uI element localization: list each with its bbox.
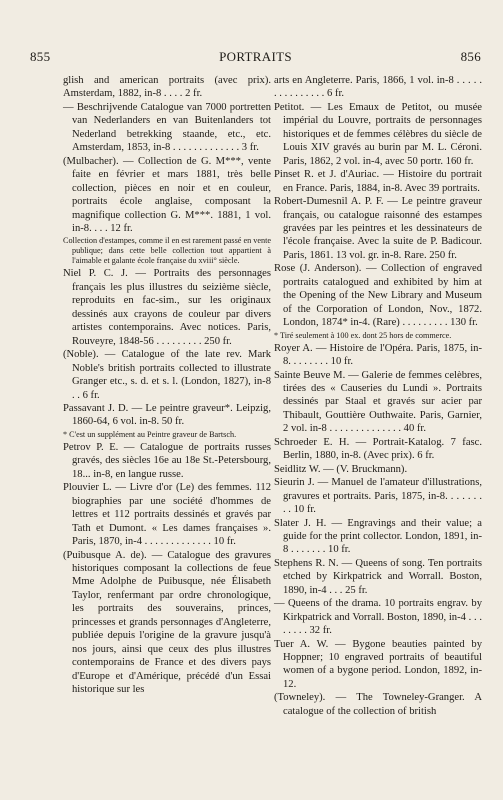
bibliography-entry: Petrov P. E. — Catalogue de portraits russes gravés, des siècles 16e au 18e St.-Petersbourg, 18... in-8, en langue russe. [63, 441, 271, 480]
bibliography-entry: (Puibusque A. de). — Catalogue des gravures historiques composant la collections de feue Mme Adolphe de Puibusque, née Élisabeth Taylor, renfermant par ordre chronologique, les portraits des souverains, princes, princesses et grands personnages d'Angleterre, publiée depuis l'origine de la gravure jusqu'à nos jours, ainsi que ceux des plus illustres contemporains de France et des divers pays d'Europe et d'Amérique, précédé d'un Essai historique sur les [63, 549, 271, 696]
bibliography-entry: Sieurin J. — Manuel de l'amateur d'illustrations, gravures et portraits. Paris, 1875, in-8. . . . . . . . . 10 fr. [274, 477, 482, 516]
footnote: * Tiré seulement à 100 ex. dont 25 hors de commerce. [274, 330, 452, 340]
left-column [63, 74, 271, 696]
bibliography-entry: — Beschrijvende Catalogue van 7000 portretten van Nederlanders en van Buitenlanders tot Nederland betrekking staande, etc., etc. Amsterdam, 1853, in-8 . . . . . . . . . . . . . 3 fr. [63, 101, 271, 154]
footnote: Collection d'estampes, comme il en est rarement passé en vente publique; dans cette belle collection tout appartient à l'aimable et galante école française du xviii° siècle. [63, 236, 271, 266]
bibliography-entry: glish and american portraits (avec prix). Amsterdam, 1882, in-8 . . . . 2 fr. [63, 75, 271, 100]
bibliography-entry: (Noble). — Catalogue of the late rev. Mark Noble's british portraits collected to illustrate Granger etc., s. d. et s. l. (London, 1827), in-8 . . 6 fr. [63, 349, 271, 401]
bibliography-entry: Passavant J. D. — Le peintre graveur*. Leipzig, 1860-64, 6 vol. in-8. 50 fr. [63, 402, 271, 428]
bibliography-entry: — Queens of the drama. 10 portraits engrav. by Kirkpatrick and Vorrall. Boston, 1890, in-4 . . . . . . . . 32 fr. [274, 598, 482, 637]
running-header [30, 49, 481, 65]
bibliography-entry: Slater J. H. — Engravings and their value; a guide for the print collector. London, 1891, in-8 . . . . . . . 10 fr. [274, 517, 482, 556]
bibliography-entry: Niel P. C. J. — Portraits des personnages français les plus illustres du seizième siècle, reproduits en fac-sim., sur les originaux dessinés aux crayons de couleur par divers artistes contemporains. Avec notices. Paris, Rouveyre, 1848-56 . . . . . . . . . 250 fr. [63, 268, 271, 347]
bibliography-entry: Tuer A. W. — Bygone beauties painted by Hoppner; 10 engraved portraits of beautiful women of a bygone period. London, 1892, in-12. [274, 638, 482, 690]
bibliography-entry: Plouvier L. — Livre d'or (Le) des femmes. 112 biographies par une société d'hommes de lettres et 112 portraits dessinés et gravés par Tath et Dumont. « Les dames françaises ». Paris, 1870, in-4 . . . . . . . . . . . . . 10 fr. [63, 482, 271, 548]
bibliography-entry: Sainte Beuve M. — Galerie de femmes celèbres, tirées des « Causeries du Lundi ». Portraits dessinés par Staal et gravés sur acier par Thibault, Gouttière Outhwaite. Paris, Garnier, 2 vol. in-8 . . . . . . . . . . . . . . 40 fr. [274, 369, 482, 435]
bibliography-entry: Robert-Dumesnil A. P. F. — Le peintre graveur français, ou catalogue raisonné des estampes gravées par les peintres et les dessinateurs de l'école française. Avec la suite de P. Badicour. Paris, 1861. 13 vol. gr. in-8. Rare. 250 fr. [274, 196, 482, 261]
bibliography-entry: Schroeder E. H. — Portrait-Katalog. 7 fasc. Berlin, 1880, in-8. (Avec prix). 6 fr. [274, 436, 482, 462]
bibliography-entry: (Mulbacher). — Collection de G. M***, vente faite en février et mars 1881, très belle collection, pièces en noir et en couleur, portraits école anglaise, composant la magnifique collection G. M***. 1881, 1 vol. in-8. . . . 12 fr. [63, 155, 271, 234]
bibliography-entry: Seidlitz W. — (V. Bruckmann). [274, 463, 408, 475]
bibliography-entry: Petitot. — Les Emaux de Petitot, ou musée impérial du Louvre, portraits de personnages historiques et de femmes célèbres du siècle de Louis XIV gravés au burin par M. L. Céroni. Paris, 1862, 2 vol. in-4, avec 50 portr. 160 fr. [274, 101, 482, 167]
bibliography-entry: Stephens R. N. — Queens of song. Ten portraits etched by Kirkpatrick and Worrall. Boston, 1890, in-4 . . . 25 fr. [274, 557, 482, 596]
footnote: * C'est un supplément au Peintre graveur de Bartsch. [63, 429, 237, 439]
bibliography-entry: arts en Angleterre. Paris, 1866, 1 vol. in-8 . . . . . . . . . . . . . . . 6 fr. [274, 75, 482, 100]
bibliography-entry: Pinset R. et J. d'Auriac. — Histoire du portrait en France. Paris, 1884, in-8. Avec 39 portraits. [274, 169, 482, 194]
page-number-left: 855 [30, 49, 51, 64]
bibliography-entry: Rose (J. Anderson). — Collection of engraved portraits catalogued and exhibited by him at the Opening of the New Library and Museum of the Corporation of London, Nov., 1872. London, 1874* in-4. (Rare) . . . . . . . . . 130 fr. [274, 263, 482, 329]
bibliography-entry: Royer A. — Histoire de l'Opéra. Paris, 1875, in-8. . . . . . . . 10 fr. [274, 342, 482, 368]
page-title: PORTRAITS [219, 49, 292, 64]
right-column [274, 74, 482, 718]
bibliography-entry: (Towneley). — The Towneley-Granger. A catalogue of the collection of british [274, 692, 482, 717]
page-number-right: 856 [460, 49, 481, 64]
